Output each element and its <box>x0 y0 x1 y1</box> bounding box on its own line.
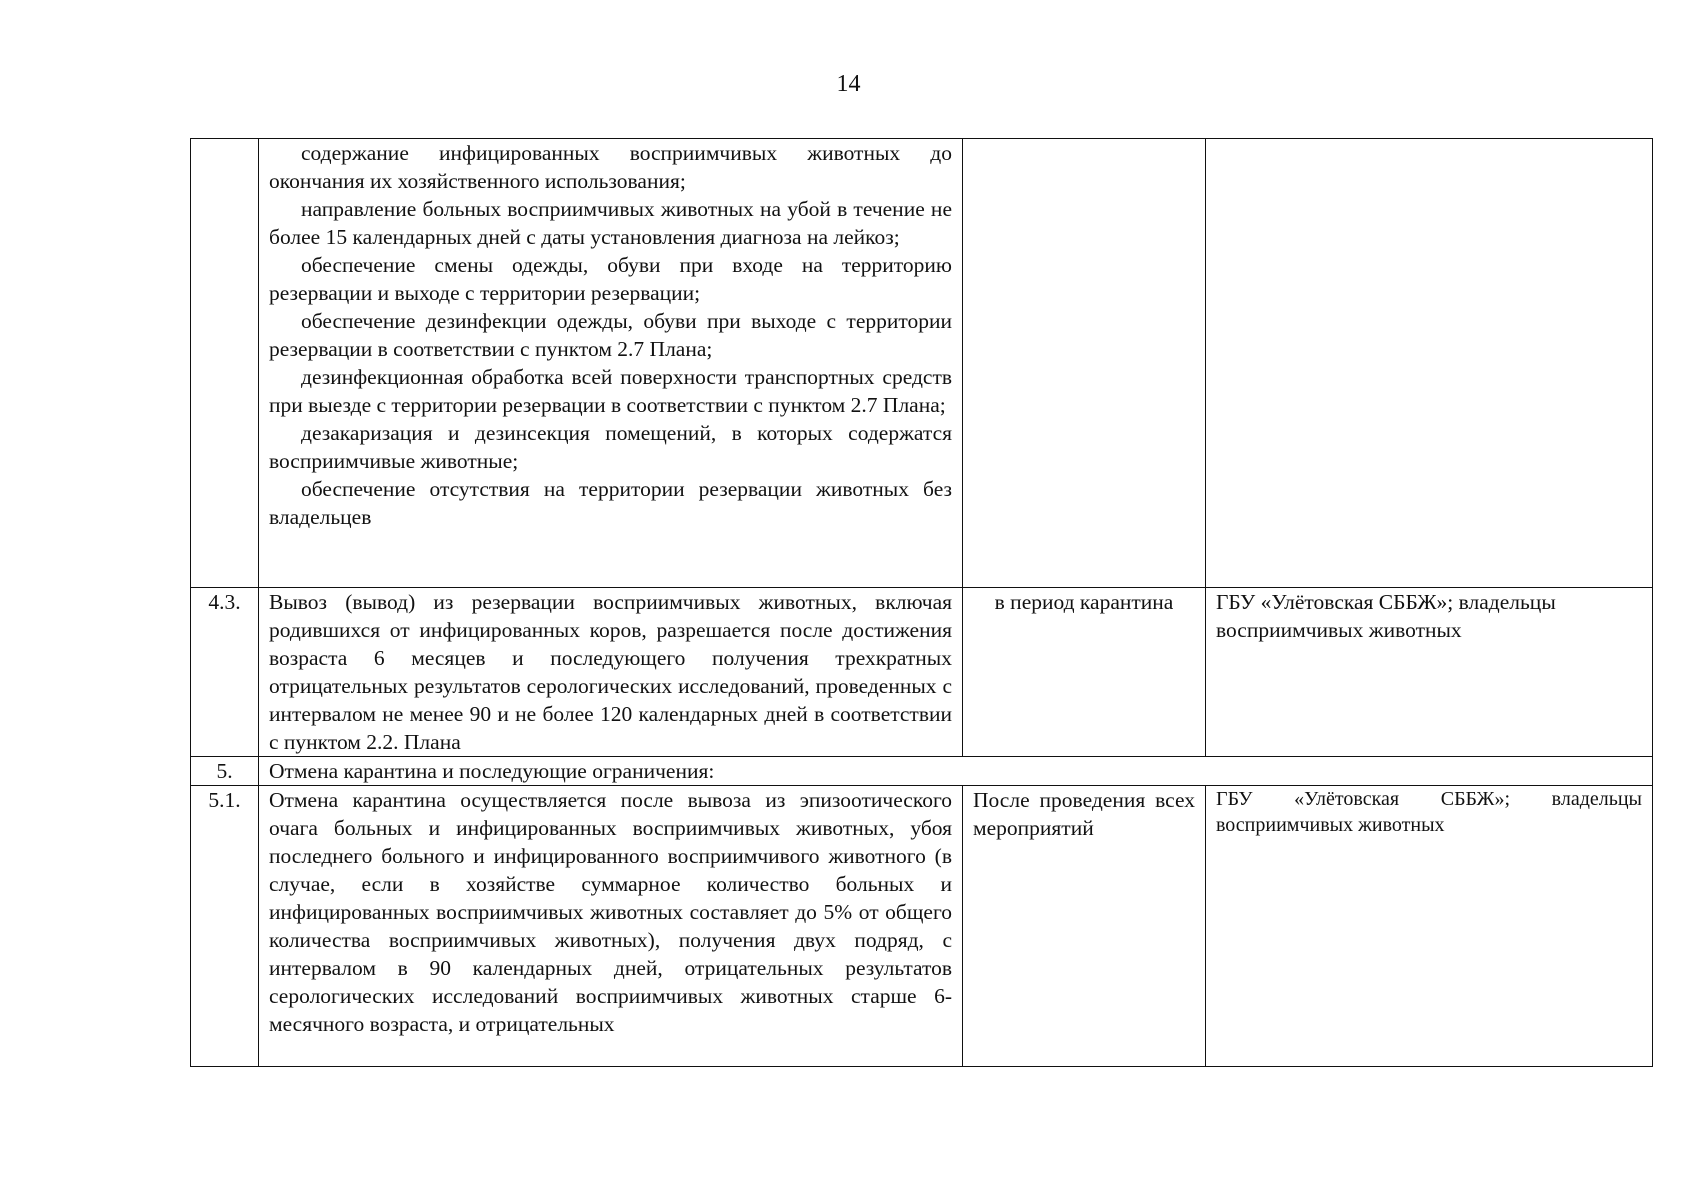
term-cell <box>963 139 1206 588</box>
term-cell: в период карантина <box>963 588 1206 757</box>
term-cell <box>963 786 1206 1067</box>
measure-paragraph: дезинфекционная обработка всей поверхности транспортных средств при выезде с территории резервации в соответствии с пунктом 2.7 Плана; <box>269 365 952 417</box>
table-row <box>191 588 1653 757</box>
responsible-cell: ГБУ «Улётовская СББЖ»; владельцы восприимчивых животных <box>1206 588 1653 757</box>
measure-paragraph: направление больных восприимчивых животных на убой в течение не более 15 календарных дней с даты установления диагноза на лейкоз; <box>269 197 952 249</box>
measure-description-cell <box>259 588 963 757</box>
page-number: 14 <box>836 71 861 97</box>
measure-paragraph: обеспечение смены одежды, обуви при входе на территорию резервации и выходе с территории резервации; <box>269 253 952 305</box>
measure-paragraph: обеспечение дезинфекции одежды, обуви при выходе с территории резервации в соответствии с пунктом 2.7 Плана; <box>269 309 952 361</box>
table-row <box>191 139 1653 588</box>
measure-text: Вывоз (вывод) из резервации восприимчивых животных, включая родившихся от инфицированных коров, разрешается после достижения возраста 6 месяцев и последующего получения трехкратных отрицательных результатов серологических исследований, проведенных с интервалом не менее 90 и не более 120 календарных дней в соответствии с пунктом 2.2. Плана <box>269 590 952 754</box>
measures-table <box>190 138 1653 1067</box>
measure-description-cell <box>259 786 963 1067</box>
row-number-cell <box>191 139 259 588</box>
measure-paragraph: дезакаризация и дезинсекция помещений, в которых содержатся восприимчивые животные; <box>269 421 952 473</box>
term-text: После проведения всех мероприятий <box>973 788 1195 840</box>
measure-text: Отмена карантина осуществляется после вывоза из эпизоотического очага больных и инфицированных восприимчивых животных, убоя последнего больного и инфицированного восприимчивого животного (в случае, если в хозяйстве суммарное количество больных и инфицированных восприимчивых животных составляет до 5% от общего количества восприимчивых животных), получения двух подряд, с интервалом в 90 календарных дней, отрицательных результатов серологических исследований восприимчивых животных старше 6-месячного возраста, и отрицательных <box>269 788 952 1036</box>
responsible-text: ГБУ «Улётовская СББЖ»; владельцы восприимчивых животных <box>1216 788 1642 836</box>
row-number-cell: 5.1. <box>191 786 259 1067</box>
section-title-cell: Отмена карантина и последующие ограничения: <box>259 757 1653 786</box>
responsible-cell <box>1206 786 1653 1067</box>
measure-paragraph: обеспечение отсутствия на территории резервации животных без владельцев <box>269 477 952 529</box>
measure-paragraph: содержание инфицированных восприимчивых животных до окончания их хозяйственного использования; <box>269 141 952 193</box>
table-row <box>191 757 1653 786</box>
row-number-cell: 5. <box>191 757 259 786</box>
table-row <box>191 786 1653 1067</box>
measure-description-cell <box>259 139 963 588</box>
row-number-cell: 4.3. <box>191 588 259 757</box>
responsible-cell <box>1206 139 1653 588</box>
